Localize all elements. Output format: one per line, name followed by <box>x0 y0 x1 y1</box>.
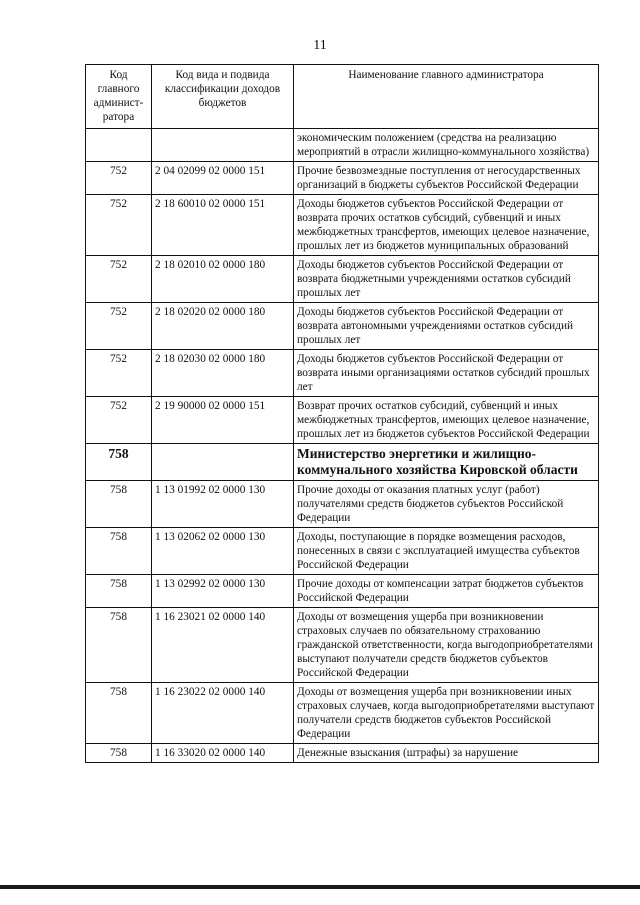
table-body <box>86 129 599 763</box>
table-header <box>86 65 599 129</box>
classification-code-cell <box>152 444 294 481</box>
admin-code-cell: 758 <box>86 683 152 744</box>
administrator-name-cell: Доходы бюджетов субъектов Российской Федерации от возврата прочих остатков субсидий, субвенций и иных межбюджетных трансфертов, имеющих целевое назначение, прошлых лет из бюджетов муниципальных образований <box>294 195 599 256</box>
administrator-name-cell: Доходы от возмещения ущерба при возникновении иных страховых случаев, когда выгодоприобретателями выступают получатели средств бюджетов субъектов Российской Федерации <box>294 683 599 744</box>
administrator-name-cell: Министерство энергетики и жилищно-коммунального хозяйства Кировской области <box>294 444 599 481</box>
admin-code-cell: 758 <box>86 575 152 608</box>
classification-code-cell: 1 13 02992 02 0000 130 <box>152 575 294 608</box>
admin-code-cell: 752 <box>86 303 152 350</box>
classification-code-cell: 1 16 33020 02 0000 140 <box>152 744 294 763</box>
revenue-administrators-table <box>85 64 599 763</box>
classification-code-cell: 1 13 02062 02 0000 130 <box>152 528 294 575</box>
classification-code-cell: 2 18 02010 02 0000 180 <box>152 256 294 303</box>
admin-code-cell: 752 <box>86 350 152 397</box>
administrator-name-cell: Доходы от возмещения ущерба при возникновении страховых случаев по обязательному страхованию гражданской ответственности, когда выгодоприобретателями выступают получатели средств бюджетов субъектов Российской Федерации <box>294 608 599 683</box>
admin-code-cell <box>86 129 152 162</box>
classification-code-cell: 2 18 02020 02 0000 180 <box>152 303 294 350</box>
admin-code-cell: 758 <box>86 444 152 481</box>
scan-bottom-edge <box>0 885 640 889</box>
table-row <box>86 256 599 303</box>
page-number: 11 <box>313 38 327 53</box>
table-row <box>86 397 599 444</box>
administrator-name-cell: Прочие доходы от компенсации затрат бюджетов субъектов Российской Федерации <box>294 575 599 608</box>
admin-code-cell: 752 <box>86 397 152 444</box>
admin-code-cell: 758 <box>86 481 152 528</box>
administrator-name-cell: экономическим положением (средства на реализацию мероприятий в отрасли жилищно-коммунального хозяйства) <box>294 129 599 162</box>
table-row <box>86 444 599 481</box>
table-row <box>86 528 599 575</box>
administrator-name-cell: Доходы бюджетов субъектов Российской Федерации от возврата автономными учреждениями остатков субсидий прошлых лет <box>294 303 599 350</box>
administrator-name-cell: Прочие доходы от оказания платных услуг (работ) получателями средств бюджетов субъектов Российской Федерации <box>294 481 599 528</box>
admin-code-cell: 758 <box>86 608 152 683</box>
table-row <box>86 303 599 350</box>
classification-code-cell: 2 18 60010 02 0000 151 <box>152 195 294 256</box>
table-row <box>86 129 599 162</box>
classification-code-cell: 2 19 90000 02 0000 151 <box>152 397 294 444</box>
header-administrator-name: Наименование главного администратора <box>294 65 599 129</box>
administrator-name-cell: Денежные взыскания (штрафы) за нарушение <box>294 744 599 763</box>
classification-code-cell: 1 16 23021 02 0000 140 <box>152 608 294 683</box>
table-row <box>86 608 599 683</box>
table-row <box>86 744 599 763</box>
administrator-name-cell: Возврат прочих остатков субсидий, субвенций и иных межбюджетных трансфертов, имеющих целевое назначение, прошлых лет из бюджетов субъектов Российской Федерации <box>294 397 599 444</box>
table-row <box>86 162 599 195</box>
administrator-name-cell: Прочие безвозмездные поступления от негосударственных организаций в бюджеты субъектов Российской Федерации <box>294 162 599 195</box>
admin-code-cell: 752 <box>86 256 152 303</box>
header-classification-code: Код вида и подвида классификации доходов бюджетов <box>152 65 294 129</box>
classification-code-cell <box>152 129 294 162</box>
admin-code-cell: 758 <box>86 744 152 763</box>
table-row <box>86 575 599 608</box>
admin-code-cell: 752 <box>86 195 152 256</box>
classification-code-cell: 1 16 23022 02 0000 140 <box>152 683 294 744</box>
table-row <box>86 195 599 256</box>
administrator-name-cell: Доходы бюджетов субъектов Российской Федерации от возврата бюджетными учреждениями остатков субсидий прошлых лет <box>294 256 599 303</box>
classification-code-cell: 2 04 02099 02 0000 151 <box>152 162 294 195</box>
header-admin-code: Код главного админист-ратора <box>86 65 152 129</box>
table-row <box>86 350 599 397</box>
administrator-name-cell: Доходы, поступающие в порядке возмещения расходов, понесенных в связи с эксплуатацией имущества субъектов Российской Федерации <box>294 528 599 575</box>
admin-code-cell: 752 <box>86 162 152 195</box>
administrator-name-cell: Доходы бюджетов субъектов Российской Федерации от возврата иными организациями остатков субсидий прошлых лет <box>294 350 599 397</box>
header-row <box>86 65 599 129</box>
admin-code-cell: 758 <box>86 528 152 575</box>
table-row <box>86 481 599 528</box>
classification-code-cell: 2 18 02030 02 0000 180 <box>152 350 294 397</box>
table-row <box>86 683 599 744</box>
classification-code-cell: 1 13 01992 02 0000 130 <box>152 481 294 528</box>
